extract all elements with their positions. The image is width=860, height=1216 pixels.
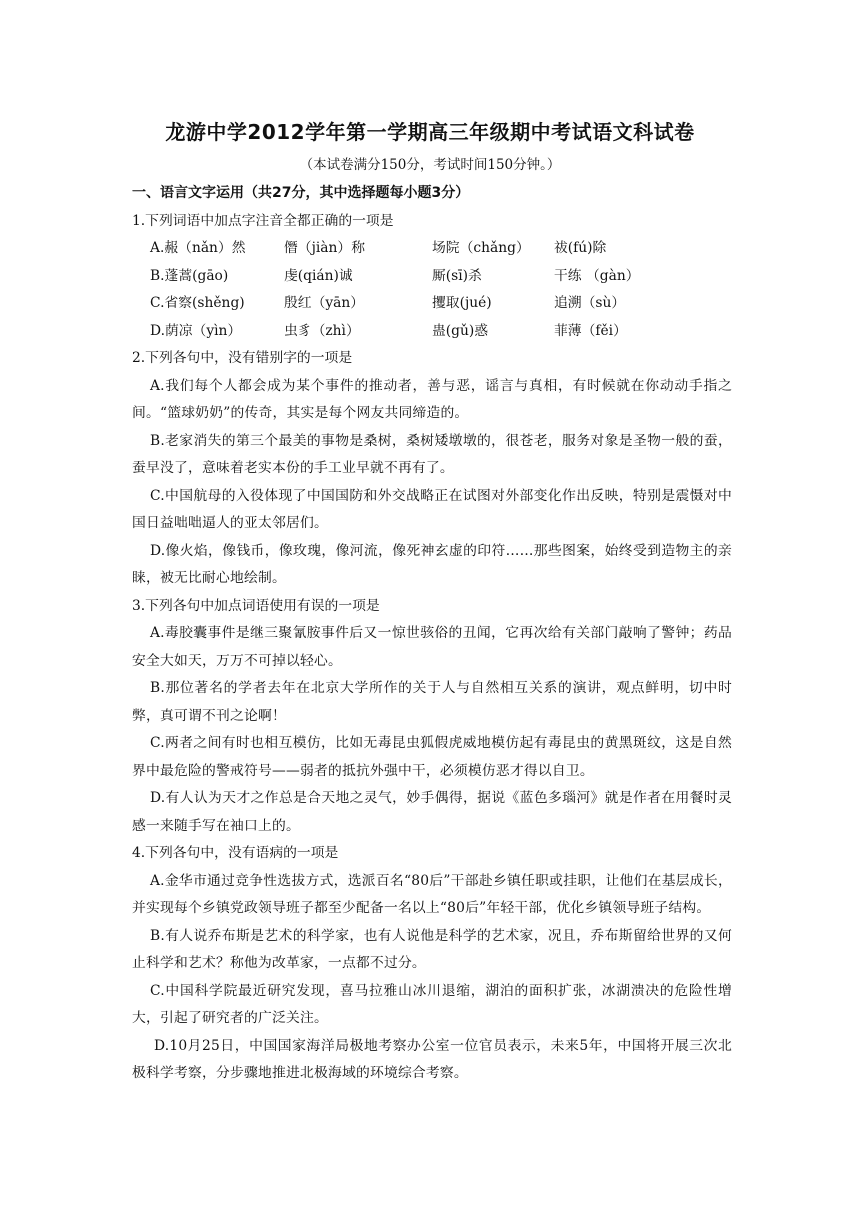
question-3-option-c: C.两者之间有时也相互模仿，比如无毒昆虫狐假虎威地模仿起有毒昆虫的黄黑斑纹，这是自然界中最危险的警戒符号——弱者的抵抗外强中干，必须模仿恶才得以自卫。 [132,735,732,779]
option-cell: 菲薄（fěi） [554,322,627,339]
question-2-option-c: C.中国航母的入役体现了中国国防和外交战略正在试图对外部变化作出反映，特别是震慑对中国日益咄咄逼人的亚太邻居们。 [132,487,732,531]
option-cell: 干练 （gàn） [554,267,640,284]
question-1-options [132,235,732,345]
question-4-stem: 4.下列各句中，没有语病的一项是 [132,845,339,861]
question-3-option-b: B.那位著名的学者去年在北京大学所作的关于人与自然相互关系的演讲，观点鲜明，切中时弊，真可谓不刊之论啊！ [132,680,732,724]
option-cell: A.赧（nǎn）然 [150,240,246,256]
option-cell: 场院（chǎng） [432,240,530,256]
question-4-option-b: B.有人说乔布斯是艺术的科学家，也有人说他是科学的艺术家，况且，乔布斯留给世界的又何止科学和艺术？称他为改革家，一点都不过分。 [132,927,732,971]
question-3-option-a: A.毒胶囊事件是继三聚氰胺事件后又一惊世骇俗的丑闻，它再次给有关部门敲响了警钟；药品安全大如天，万万不可掉以轻心。 [132,625,732,669]
exam-content [132,180,732,1088]
question-2-option-d: D.像火焰，像钱币，像玫瑰，像河流，像死神玄虚的印符……那些图案，始终受到造物主的亲睐，被无比耐心地绘制。 [132,542,732,586]
option-row-d [132,318,732,346]
question-2-stem: 2.下列各句中，没有错别字的一项是 [132,350,353,366]
option-cell: 祓(fú)除 [554,240,607,256]
option-row-a [132,235,732,263]
question-4-option-a: A.金华市通过竞争性选拔方式，选派百名“80后”干部赴乡镇任职或挂职，让他们在基层成长，并实现每个乡镇党政领导班子都至少配备一名以上“80后”年轻干部，优化乡镇领导班子结构。 [132,872,732,916]
option-cell: 蛊(gǔ)惑 [432,322,489,339]
option-cell: C.省察(shěng) [150,295,245,311]
option-row-b [132,263,732,291]
question-1-stem: 1.下列词语中加点字注音全都正确的一项是 [132,212,394,229]
option-cell: B.蓬蒿(gāo) [150,267,229,284]
exam-subtitle: （本试卷满分150分，考试时间150分钟。） [299,157,561,173]
option-cell: 攫取(jué) [432,295,492,311]
question-2-option-b: B.老家消失的第三个最美的事物是桑树，桑树矮墩墩的，很苍老，服务对象是圣物一般的蚕，蚕早没了，意味着老实本份的手工业早就不再有了。 [132,432,732,476]
question-3-stem: 3.下列各句中加点词语使用有误的一项是 [132,597,380,614]
option-cell: 厮(sī)杀 [432,267,482,284]
option-cell: 殷红（yān） [284,295,365,311]
option-cell: 虫豸（zhì） [284,322,360,339]
question-3-option-d: D.有人认为天才之作总是合天地之灵气，妙手偶得，据说《蓝色多瑙河》就是作者在用餐时灵感一来随手写在袖口上的。 [132,790,732,834]
option-cell: 追溯（sù） [554,295,626,311]
question-4-option-d: D.10月25日，中国国家海洋局极地考察办公室一位官员表示，未来5年，中国将开展三次北极科学考察，分步骤地推进北极海域的环境综合考察。 [132,1037,732,1081]
option-cell: 虔(qián)诚 [284,267,353,284]
option-cell: D.荫凉（yìn） [150,322,242,339]
question-2-option-a: A.我们每个人都会成为某个事件的推动者，善与恶，谣言与真相，有时候就在你动动手指之间。“篮球奶奶”的传奇，其实是每个网友共同缔造的。 [132,377,732,421]
option-row-c [132,290,732,318]
section-heading: 一、语言文字运用（共27分，其中选择题每小题3分） [132,185,470,201]
option-cell: 僭（jiàn）称 [284,240,365,256]
exam-title: 龙游中学2012学年第一学期高三年级期中考试语文科试卷 [165,120,695,144]
question-4-option-c: C.中国科学院最近研究发现，喜马拉雅山冰川退缩，湖泊的面积扩张，冰湖溃决的危险性增大，引起了研究者的广泛关注。 [132,982,732,1026]
